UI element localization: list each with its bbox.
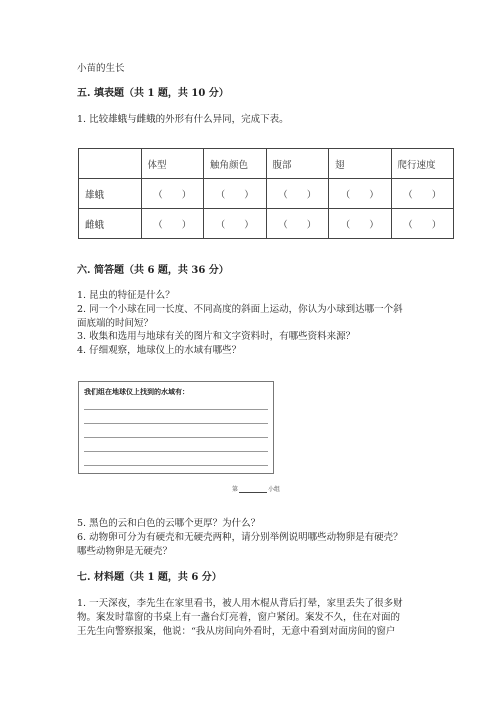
answer-blank[interactable]: （ ）: [329, 209, 392, 239]
answer-blank[interactable]: （ ）: [266, 209, 329, 239]
table-header-cell: 体型: [141, 149, 204, 179]
answer-blank[interactable]: （ ）: [266, 179, 329, 209]
group-number-blank[interactable]: [239, 486, 267, 493]
answer-blank[interactable]: （ ）: [391, 209, 454, 239]
answer-blank[interactable]: （ ）: [141, 179, 204, 209]
table-row: [79, 179, 454, 209]
writing-line: [84, 409, 268, 410]
question-line: 2. 同一个小球在同一长度、不同高度的斜面上运动，你认为小球到达哪一个斜: [77, 304, 403, 315]
table-header-cell: 触角颜色: [204, 149, 267, 179]
writing-line: [84, 451, 268, 452]
figure-title: 我们组在地球仪上找到的水域有：: [84, 387, 189, 396]
row-label-female-moth: 雌蛾: [79, 209, 142, 239]
writing-line: [84, 423, 268, 424]
moth-comparison-table: [78, 148, 454, 239]
answer-blank[interactable]: （ ）: [204, 179, 267, 209]
question-line: 4. 仔细观察，地球仪上的水域有哪些？: [77, 345, 242, 356]
material-line: 物。案发时靠窗的书桌上有一盏台灯亮着，窗户紧闭。案发不久，住在对面的: [77, 612, 401, 623]
question-line: 面底端的时间短？: [77, 318, 154, 329]
water-area-worksheet-figure: [78, 381, 274, 474]
table-header-cell: 爬行速度: [391, 149, 454, 179]
question-line: 3. 收集和选用与地球有关的图片和文字资料时，有哪些资料来源？: [77, 331, 356, 342]
figure-caption: [232, 484, 280, 493]
table-header-cell: 翅: [329, 149, 392, 179]
table-header-cell: 腹部: [266, 149, 329, 179]
answer-blank[interactable]: （ ）: [204, 209, 267, 239]
question-line: 1. 昆虫的特征是什么？: [77, 290, 175, 301]
section-5-heading: 五. 填表题（共 1 题，共 10 分）: [77, 88, 229, 99]
row-label-male-moth: 雄蛾: [79, 179, 142, 209]
answer-blank[interactable]: （ ）: [141, 209, 204, 239]
section-7-heading: 七. 材料题（共 1 题，共 6 分）: [77, 572, 222, 583]
section-5-question-1: 1. 比较雄蛾与雌蛾的外形有什么异同，完成下表。: [77, 114, 289, 125]
material-line: 1. 一天深夜，李先生在家里看书，被人用木棍从背后打晕，家里丢失了很多财: [77, 598, 403, 609]
answer-blank[interactable]: （ ）: [391, 179, 454, 209]
table-header-row: [79, 149, 454, 179]
writing-line: [84, 437, 268, 438]
caption-suffix: 小组: [268, 486, 281, 493]
question-line: 6. 动物卵可分为有硬壳和无硬壳两种，请分别举例说明哪些动物卵是有硬壳？: [77, 532, 403, 543]
caption-prefix: 第: [232, 486, 239, 493]
question-line: 哪些动物卵是无硬壳？: [77, 546, 173, 557]
material-line: 王先生向警察报案，他说：“我从房间向外看时，无意中看到对面房间的窗户: [77, 626, 396, 637]
previous-answer-line: 小苗的生长: [77, 63, 125, 74]
writing-line: [84, 465, 268, 466]
section-6-heading: 六. 简答题（共 6 题，共 36 分）: [77, 265, 229, 276]
answer-blank[interactable]: （ ）: [329, 179, 392, 209]
question-line: 5. 黑色的云和白色的云哪个更厚？为什么？: [77, 518, 261, 529]
table-row: [79, 209, 454, 239]
table-header-cell: [79, 149, 142, 179]
